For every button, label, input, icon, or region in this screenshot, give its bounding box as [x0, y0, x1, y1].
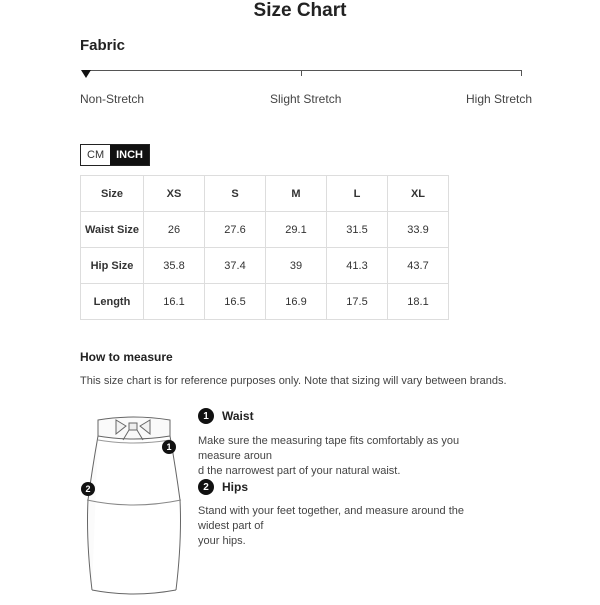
unit-toggle [80, 144, 150, 166]
waist-marker-badge: 1 [162, 440, 176, 454]
skirt-figure-icon [78, 400, 188, 600]
fabric-heading: Fabric [80, 37, 126, 54]
table-cell: 41.3 [327, 248, 388, 284]
unit-cm-button[interactable]: CM [81, 145, 110, 165]
table-cell: 26 [144, 212, 205, 248]
table-cell: 18.1 [388, 284, 449, 320]
unit-inch-button[interactable]: INCH [110, 145, 149, 165]
scale-tick-end [521, 70, 522, 76]
table-cell: 39 [266, 248, 327, 284]
table-row [81, 284, 449, 320]
step-number-badge: 2 [198, 479, 214, 495]
table-cell: 35.8 [144, 248, 205, 284]
table-header-cell: M [266, 176, 327, 212]
step-waist-text [198, 434, 498, 479]
step-title: Waist [222, 409, 254, 423]
stretch-scale [82, 70, 522, 71]
step-text-line: your hips. [198, 535, 246, 547]
table-cell: 43.7 [388, 248, 449, 284]
table-cell: 33.9 [388, 212, 449, 248]
table-cell: 16.9 [266, 284, 327, 320]
table-cell: 29.1 [266, 212, 327, 248]
hips-marker-badge: 2 [81, 482, 95, 496]
table-row [81, 212, 449, 248]
table-header-cell: XS [144, 176, 205, 212]
table-cell: 16.5 [205, 284, 266, 320]
stretch-label-slight: Slight Stretch [270, 92, 342, 106]
table-cell: 17.5 [327, 284, 388, 320]
how-to-measure-heading: How to measure [80, 350, 173, 364]
stretch-marker-icon [81, 70, 91, 78]
step-hips-text [198, 504, 498, 549]
stretch-label-high: High Stretch [466, 92, 533, 106]
step-text-line: Stand with your feet together, and measure around the widest part of [198, 505, 465, 532]
table-cell: 31.5 [327, 212, 388, 248]
stretch-label-non: Non-Stretch [80, 92, 145, 106]
step-waist-heading [198, 408, 254, 424]
table-cell: 16.1 [144, 284, 205, 320]
table-cell: Hip Size [81, 248, 144, 284]
skirt-illustration [78, 400, 188, 600]
table-header-cell: L [327, 176, 388, 212]
step-hips-heading [198, 479, 248, 495]
scale-tick-mid [301, 70, 302, 76]
table-cell: Length [81, 284, 144, 320]
table-cell: Waist Size [81, 212, 144, 248]
size-table [80, 175, 449, 320]
step-text-line: Make sure the measuring tape fits comfortably as you measure aroun [198, 435, 460, 462]
table-header-row [81, 176, 449, 212]
step-text-line: d the narrowest part of your natural waist. [198, 465, 401, 477]
page-title: Size Chart [253, 0, 347, 21]
step-number-badge: 1 [198, 408, 214, 424]
table-cell: 37.4 [205, 248, 266, 284]
table-header-cell: Size [81, 176, 144, 212]
table-cell: 27.6 [205, 212, 266, 248]
table-header-cell: S [205, 176, 266, 212]
table-header-cell: XL [388, 176, 449, 212]
how-to-measure-note: This size chart is for reference purposes only. Note that sizing will vary between brands. [80, 375, 507, 387]
table-row [81, 248, 449, 284]
step-title: Hips [222, 480, 249, 494]
